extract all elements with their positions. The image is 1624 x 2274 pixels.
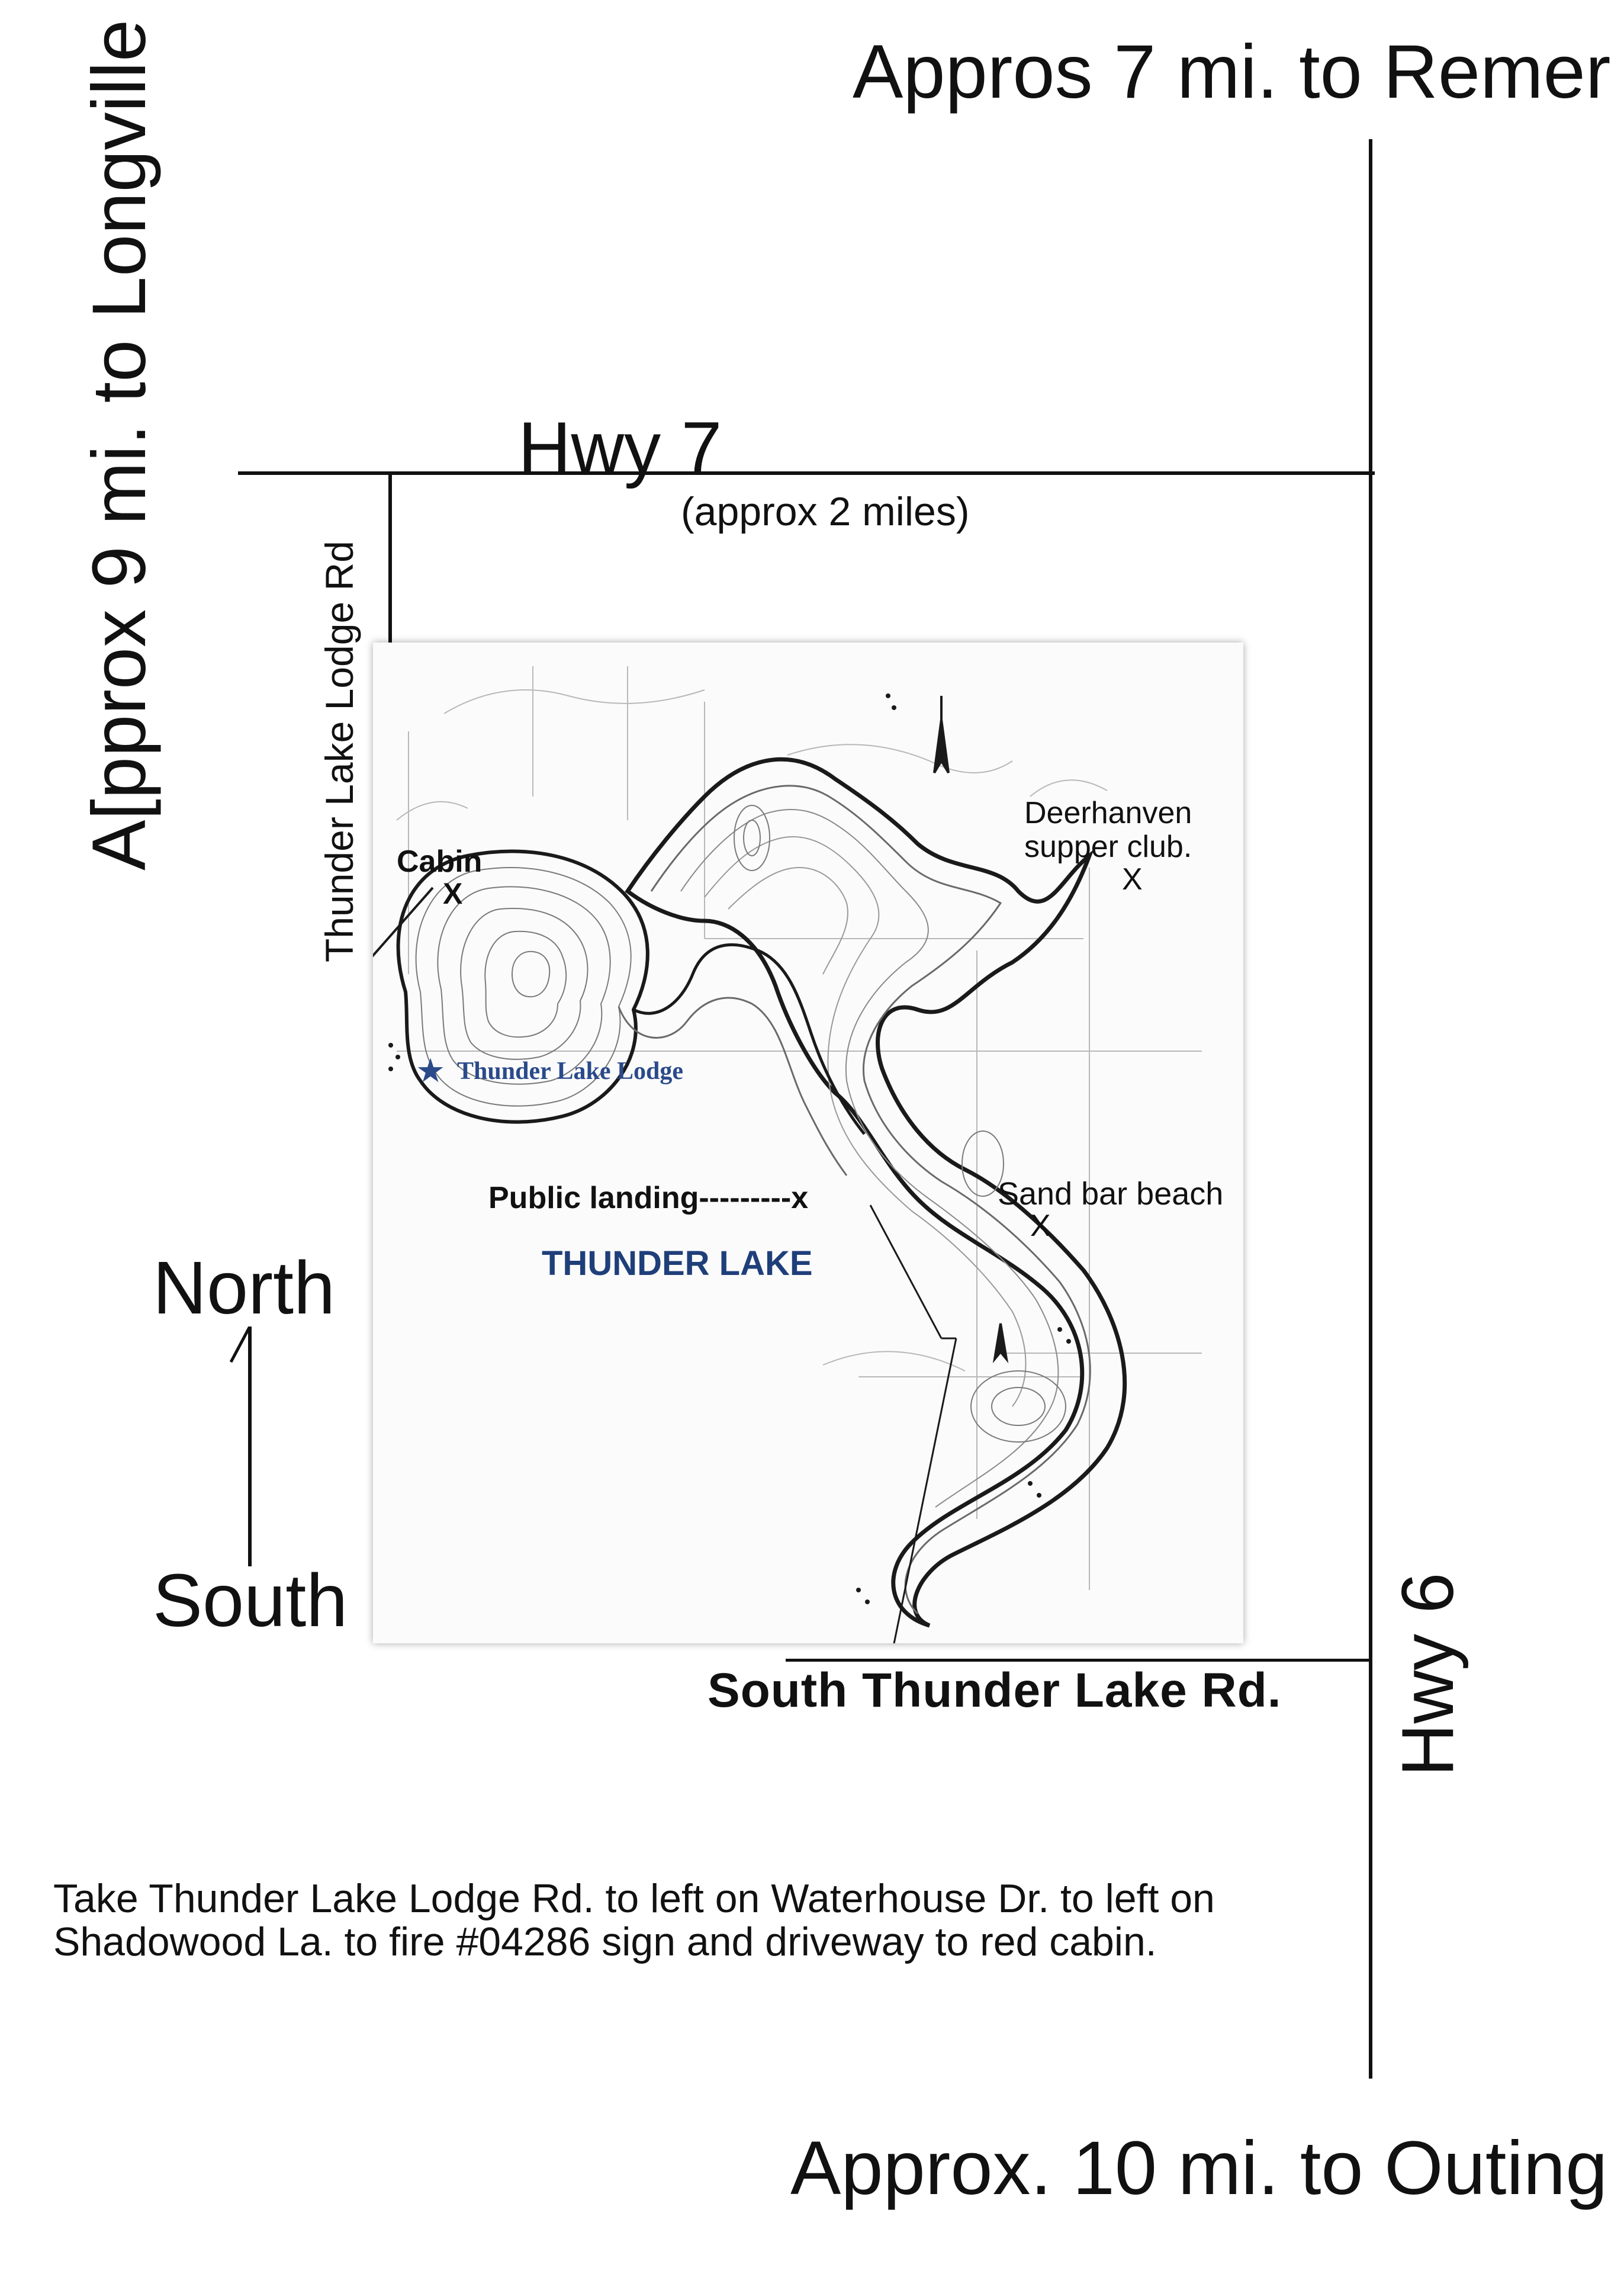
- lodge-label: Thunder Lake Lodge: [457, 1058, 683, 1085]
- sand-bar-beach-label: Sand bar beach: [998, 1176, 1224, 1212]
- map-north-arrows: [934, 696, 1006, 1359]
- hwy-6-line: [1369, 139, 1372, 2079]
- hwy-7-line: [238, 471, 1375, 475]
- thunder-lake-lodge-road-label: Thunder Lake Lodge Rd: [317, 541, 361, 962]
- remer-direction-label: Appros 7 mi. to Remer: [853, 30, 1611, 114]
- compass-south-label: South: [153, 1559, 348, 1642]
- compass-arrow: [219, 1326, 261, 1575]
- sand-bar-beach-marker: X: [1030, 1209, 1051, 1243]
- road-to-public-landing: [870, 1205, 956, 1643]
- hwy-7-distance-label: (approx 2 miles): [681, 489, 970, 534]
- deerhaven-marker: X: [1122, 862, 1143, 897]
- cabin-marker: X: [443, 877, 463, 910]
- lake-contour-drawing: [373, 643, 1243, 1643]
- directions-line-1: Take Thunder Lake Lodge Rd. to left on Waterhouse Dr. to left on: [53, 1876, 1215, 1921]
- lake-name-label: THUNDER LAKE: [542, 1244, 813, 1283]
- shore-dots: [388, 693, 1071, 1604]
- longville-direction-label: A[pprox 9 mi. to Longville: [77, 19, 162, 871]
- cabin-label: Cabin: [397, 844, 483, 879]
- south-thunder-lake-road-label: South Thunder Lake Rd.: [708, 1663, 1282, 1717]
- lake-contour-map: [373, 643, 1243, 1643]
- public-landing-label: Public landing---------x: [488, 1181, 809, 1215]
- cabin-access-line: [373, 888, 433, 962]
- hwy-7-label: Hwy 7: [518, 407, 722, 489]
- lodge-star-icon: ★: [416, 1052, 446, 1089]
- directions-line-2: Shadowood La. to fire #04286 sign and driveway to red cabin.: [53, 1919, 1157, 1965]
- south-thunder-lake-road-line: [786, 1659, 1372, 1662]
- hwy-6-label: Hwy 6: [1387, 1572, 1469, 1777]
- deerhaven-label-line1: Deerhanven: [1024, 796, 1192, 830]
- outing-direction-label: Approx. 10 mi. to Outing: [790, 2126, 1608, 2211]
- compass-north-label: North: [153, 1246, 336, 1329]
- driving-directions: [53, 1877, 1385, 1964]
- deerhaven-label-line2: supper club.: [1024, 830, 1192, 864]
